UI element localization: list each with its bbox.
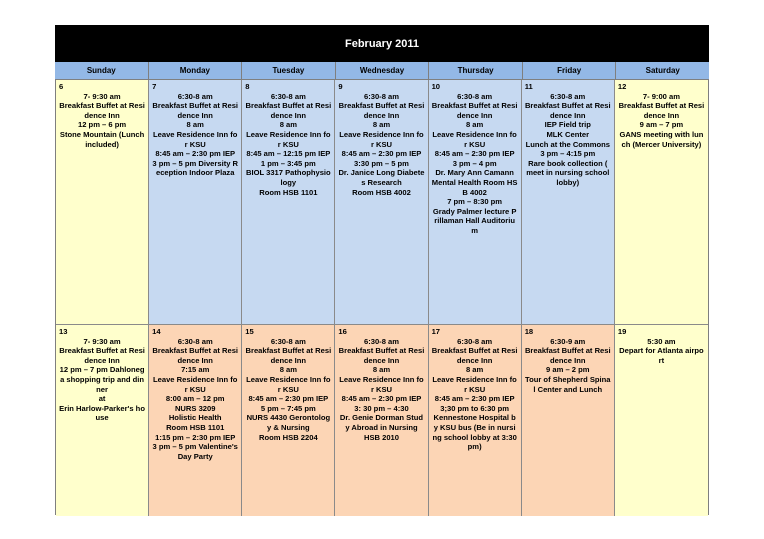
day-number: 13 bbox=[59, 327, 68, 336]
day-number: 17 bbox=[431, 327, 441, 336]
event-line: 7 pm – 8:30 pm bbox=[447, 197, 503, 207]
day-cell bbox=[149, 80, 242, 325]
event-line: 3:30 pm – 5 pm bbox=[354, 158, 409, 168]
day-cell bbox=[522, 80, 615, 325]
day-cell bbox=[335, 80, 428, 325]
day-header-friday: Friday bbox=[523, 62, 617, 79]
event-line: 1 pm – 3:45 pm bbox=[260, 158, 316, 168]
event-line: 8 am bbox=[279, 365, 297, 375]
event-line: Breakfast Buffet at Residence Inn bbox=[59, 101, 145, 120]
event-line: 6:30-8 am bbox=[270, 336, 306, 346]
day-cell bbox=[615, 80, 708, 325]
event-line: 5 pm – 7:45 pm bbox=[260, 403, 316, 413]
event-line: Stone Mountain (Lunch included) bbox=[59, 129, 145, 149]
event-line: 8 am bbox=[465, 120, 484, 130]
event-line: IEP Field trip bbox=[544, 120, 591, 130]
event-line: Leave Residence Inn for KSU bbox=[339, 374, 424, 394]
event-line: Breakfast Buffet at Residence Inn bbox=[152, 346, 239, 365]
day-number: 11 bbox=[524, 82, 533, 91]
event-line: 6:30-8 am bbox=[177, 336, 213, 346]
event-line: 7- 9:00 am bbox=[642, 91, 680, 101]
event-line: 7:15 am bbox=[181, 365, 210, 375]
event-line: Breakfast Buffet at Residence Inn bbox=[59, 346, 145, 365]
event-line: 12 pm – 6 pm bbox=[78, 120, 127, 130]
day-number: 14 bbox=[152, 327, 161, 336]
event-line: NURS 3209 bbox=[174, 403, 216, 413]
event-list bbox=[152, 337, 238, 462]
event-list bbox=[432, 337, 518, 452]
day-cell bbox=[522, 325, 615, 516]
day-number: 9 bbox=[338, 82, 343, 91]
event-line: 12 pm – 7 pm Dahlonega shopping trip and dinner bbox=[59, 365, 145, 394]
event-line: 5:30 am bbox=[647, 336, 676, 346]
day-cell bbox=[56, 80, 149, 325]
event-line: 8:00 am – 12 pm bbox=[165, 394, 225, 404]
event-list bbox=[338, 92, 424, 198]
day-cell bbox=[242, 325, 335, 516]
event-line: 3;30 pm to 6:30 pm bbox=[440, 403, 510, 413]
event-list bbox=[338, 337, 424, 443]
event-line: HSB 2010 bbox=[363, 432, 400, 442]
event-line: Breakfast Buffet at Residence Inn bbox=[152, 101, 239, 120]
event-line: Room HSB 1101 bbox=[166, 422, 225, 432]
event-line: 6:30-8 am bbox=[457, 91, 493, 101]
event-list bbox=[618, 92, 705, 150]
event-line: Lunch at the Commons bbox=[525, 139, 610, 149]
calendar bbox=[55, 25, 709, 515]
event-line: Breakfast Buffet at Residence Inn bbox=[431, 101, 518, 120]
event-line: Dr. Mary Ann Camann Mental Health Room HSB 4002 bbox=[431, 168, 518, 197]
event-line: 8 am bbox=[186, 120, 204, 130]
day-number: 8 bbox=[245, 82, 250, 91]
event-line: 8:45 am – 2:30 pm IEP bbox=[248, 394, 329, 404]
event-line: Leave Residence Inn for KSU bbox=[246, 374, 331, 394]
event-line: 8:45 am – 12:15 pm IEP bbox=[246, 149, 331, 159]
event-line: BIOL 3317 Pathophysiology bbox=[246, 168, 331, 187]
event-line: 6:30-8 am bbox=[270, 91, 306, 101]
day-number: 10 bbox=[431, 82, 441, 91]
event-line: 6:30-8 am bbox=[363, 91, 400, 101]
event-line: Rare book collection ( meet in nursing school lobby) bbox=[526, 158, 610, 187]
event-line: 3 pm – 4:15 pm bbox=[540, 149, 596, 159]
event-line: 9 am – 2 pm bbox=[546, 365, 590, 375]
day-cell bbox=[335, 325, 428, 516]
event-line: 8 am bbox=[279, 120, 297, 130]
event-line: 9 am – 7 pm bbox=[639, 120, 684, 130]
day-number: 12 bbox=[617, 82, 627, 91]
event-line: 6:30-8 am bbox=[363, 336, 400, 346]
event-line: Breakfast Buffet at Residence Inn bbox=[245, 101, 332, 120]
event-line: Holistic Health bbox=[168, 413, 222, 423]
calendar-grid bbox=[55, 79, 709, 515]
event-list bbox=[432, 92, 518, 236]
event-line: Room HSB 2204 bbox=[259, 432, 318, 442]
day-header-saturday: Saturday bbox=[645, 66, 680, 75]
event-line: 7- 9:30 am bbox=[83, 91, 121, 101]
event-line: Leave Residence Inn for KSU bbox=[339, 129, 424, 149]
day-cell bbox=[429, 80, 522, 325]
event-line: Tour of Shepherd Spinal Center and Lunch bbox=[525, 374, 611, 394]
day-cell bbox=[242, 80, 335, 325]
event-line: Breakfast Buffet at Residence Inn bbox=[338, 101, 425, 120]
event-line: Leave Residence Inn for KSU bbox=[246, 129, 331, 149]
event-list bbox=[59, 92, 145, 150]
event-line: Breakfast Buffet at Residence Inn bbox=[245, 346, 332, 365]
event-list bbox=[245, 92, 331, 198]
event-line: at bbox=[98, 394, 106, 404]
event-line: 8:45 am – 2:30 pm IEP bbox=[341, 394, 422, 404]
day-header-tuesday: Tuesday bbox=[242, 62, 336, 79]
event-line: 8 am bbox=[372, 365, 391, 375]
event-line: 3 pm – 5 pm Diversity Reception Indoor Plaza bbox=[152, 158, 239, 178]
event-line: 8 am bbox=[465, 365, 484, 375]
event-line: Dr. Janice Long Diabetes Research bbox=[338, 168, 425, 187]
event-line: Breakfast Buffet at Residence Inn bbox=[524, 101, 611, 120]
month-title: February 2011 bbox=[55, 25, 709, 62]
event-line: Erin Harlow-Parker's house bbox=[59, 403, 145, 423]
event-line: 6:30-9 am bbox=[550, 336, 586, 346]
day-header-monday: Monday bbox=[149, 62, 243, 79]
event-line: Kennestone Hospital by KSU bus (Be in nursing school lobby at 3:30 pm) bbox=[432, 413, 517, 452]
event-line: Breakfast Buffet at Residence Inn bbox=[524, 346, 611, 365]
event-line: 3 pm – 4 pm bbox=[452, 158, 497, 168]
event-line: 8:45 am – 2:30 pm IEP bbox=[434, 394, 515, 404]
day-number: 19 bbox=[617, 327, 627, 336]
event-line: Leave Residence Inn for KSU bbox=[432, 374, 517, 394]
day-cell bbox=[56, 325, 149, 516]
event-line: 8:45 am – 2:30 pm IEP bbox=[434, 149, 515, 159]
event-list bbox=[525, 92, 611, 188]
event-list bbox=[59, 337, 145, 423]
event-line: 6:30-8 am bbox=[177, 91, 213, 101]
event-line: 3: 30 pm – 4:30 bbox=[354, 403, 409, 413]
event-line: Room HSB 1101 bbox=[259, 187, 318, 197]
event-line: Breakfast Buffet at Residence Inn bbox=[338, 346, 425, 365]
event-line: Leave Residence Inn for KSU bbox=[153, 129, 238, 149]
event-line: 6:30-8 am bbox=[550, 91, 586, 101]
event-line: 8 am bbox=[372, 120, 391, 130]
day-number: 7 bbox=[152, 82, 157, 91]
day-header-row bbox=[55, 62, 709, 79]
day-header-sunday: Sunday bbox=[55, 62, 149, 79]
event-line: Grady Palmer lecture Prillaman Hall Auditorium bbox=[432, 206, 517, 235]
event-list bbox=[245, 337, 331, 443]
event-line: 8:45 am – 2:30 pm IEP bbox=[155, 149, 236, 159]
day-number: 6 bbox=[59, 82, 64, 91]
event-line: Room HSB 4002 bbox=[352, 187, 411, 197]
day-header-thursday: Thursday bbox=[429, 62, 523, 79]
event-line: Breakfast Buffet at Residence Inn bbox=[431, 346, 518, 365]
event-line: NURS 4430 Gerontology & Nursing bbox=[246, 413, 331, 432]
event-line: 3 pm – 5 pm Valentine's Day Party bbox=[152, 442, 238, 461]
event-line: Leave Residence Inn for KSU bbox=[153, 374, 238, 394]
event-list bbox=[525, 337, 611, 395]
event-line: Leave Residence Inn for KSU bbox=[432, 129, 517, 149]
day-number: 16 bbox=[338, 327, 347, 336]
event-line: MLK Center bbox=[546, 129, 590, 139]
event-line: Depart for Atlanta airport bbox=[619, 346, 704, 365]
day-header-wednesday: Wednesday bbox=[336, 62, 430, 79]
day-number: 18 bbox=[524, 327, 534, 336]
event-line: GANS meeting with lunch (Mercer University) bbox=[619, 129, 704, 149]
day-cell bbox=[149, 325, 242, 516]
event-list bbox=[618, 337, 705, 366]
day-cell bbox=[615, 325, 708, 516]
event-line: 6:30-8 am bbox=[457, 336, 493, 346]
event-line: Breakfast Buffet at Residence Inn bbox=[618, 101, 705, 120]
event-line: 8:45 am – 2:30 pm IEP bbox=[341, 149, 422, 159]
event-line: 1:15 pm – 2:30 pm IEP bbox=[155, 432, 236, 442]
day-number: 15 bbox=[245, 327, 254, 336]
event-line: Dr. Genie Dorman Study Abroad in Nursing bbox=[339, 413, 424, 432]
event-list bbox=[152, 92, 238, 178]
event-line: 7- 9:30 am bbox=[83, 336, 121, 346]
day-cell bbox=[429, 325, 522, 516]
